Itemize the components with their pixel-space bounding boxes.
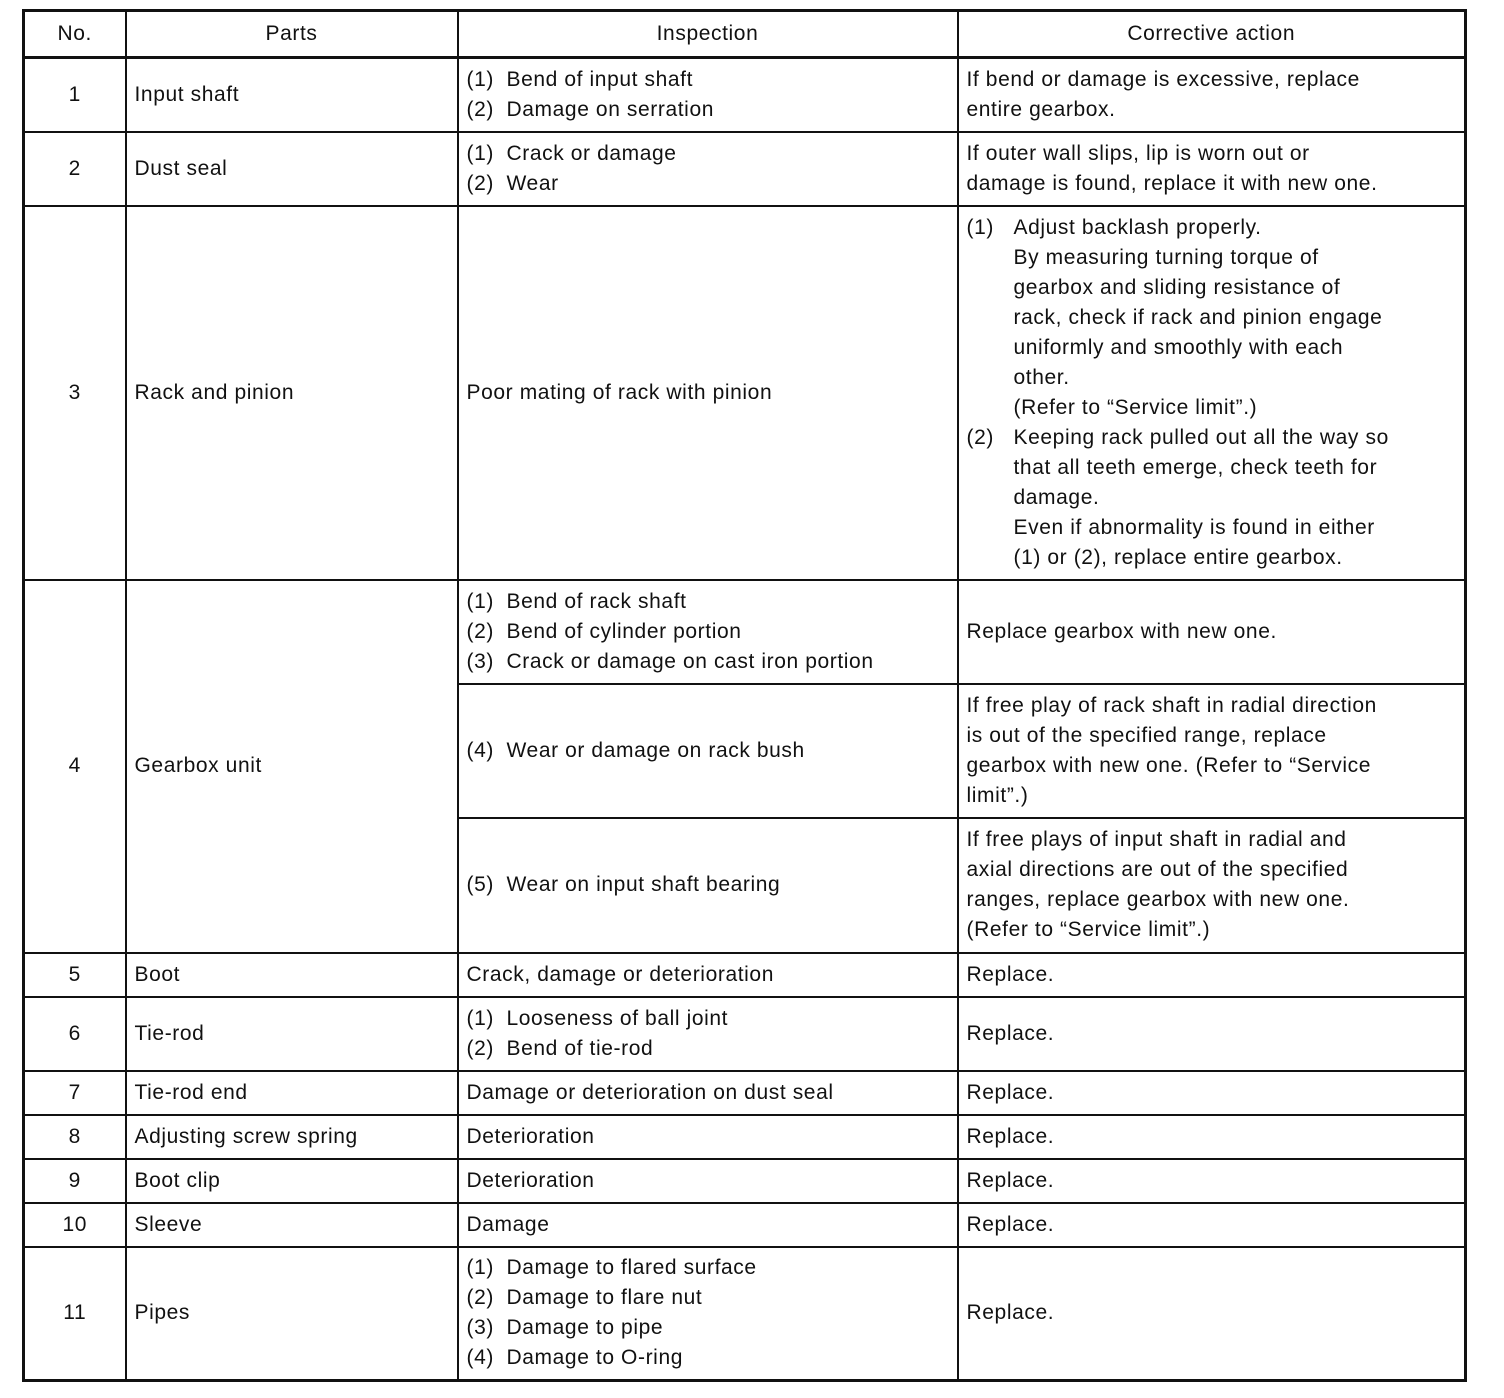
item-number: (2) xyxy=(466,619,494,643)
item-number: (2) xyxy=(466,171,494,195)
inspection-item xyxy=(467,1313,949,1343)
inspection-item xyxy=(467,169,949,199)
table-row xyxy=(24,132,1466,206)
action-cell xyxy=(958,58,1466,132)
part-name: Adjusting screw spring xyxy=(126,1115,458,1159)
action-line: Replace gearbox with new one. xyxy=(966,619,1277,643)
action-line: damage. xyxy=(1013,485,1100,509)
table-row xyxy=(24,1159,1466,1203)
item-text: Wear or damage on rack bush xyxy=(506,738,805,762)
action-line: If free plays of input shaft in radial and xyxy=(966,828,1347,851)
header-row xyxy=(24,11,1466,58)
table-row xyxy=(24,206,1466,580)
part-name: Tie-rod end xyxy=(126,1071,458,1115)
inspection-cell xyxy=(458,132,958,206)
inspection-item xyxy=(467,587,949,617)
inspection-cell: Damage xyxy=(458,1203,958,1247)
table-row xyxy=(24,997,1466,1071)
item-text: Bend of cylinder portion xyxy=(506,619,742,643)
table-row xyxy=(24,580,1466,684)
inspection-item xyxy=(467,65,949,95)
action-cell xyxy=(958,132,1466,206)
inspection-item xyxy=(467,1283,949,1313)
action-cell: Replace. xyxy=(958,1071,1466,1115)
inspection-cell: Crack, damage or deterioration xyxy=(458,953,958,997)
table-row xyxy=(24,58,1466,132)
action-line: damage is found, replace it with new one. xyxy=(966,171,1378,195)
item-text: Damage on serration xyxy=(506,97,715,121)
inspection-item xyxy=(467,139,949,169)
row-number: 2 xyxy=(24,132,126,206)
action-line: If free play of rack shaft in radial direction xyxy=(966,693,1377,717)
inspection-cell xyxy=(458,1247,958,1381)
part-name: Tie-rod xyxy=(126,997,458,1071)
row-number: 8 xyxy=(24,1115,126,1159)
inspection-cell xyxy=(458,58,958,132)
action-line: gearbox with new one. (Refer to “Service xyxy=(966,753,1372,777)
row-number: 6 xyxy=(24,997,126,1071)
item-number: (1) xyxy=(466,1256,494,1280)
item-number: (2) xyxy=(966,425,994,449)
inspection-item xyxy=(467,617,949,647)
table-body xyxy=(24,58,1466,1381)
inspection-item xyxy=(467,1004,949,1034)
inspection-item xyxy=(467,736,949,766)
inspection-cell xyxy=(458,684,958,818)
item-number: (4) xyxy=(466,1346,494,1370)
header-inspection: Inspection xyxy=(458,11,958,58)
action-line: Keeping rack pulled out all the way so xyxy=(1013,425,1389,449)
part-name: Pipes xyxy=(126,1247,458,1381)
action-item xyxy=(967,213,1457,423)
inspection-cell xyxy=(458,818,958,953)
table-row xyxy=(24,1247,1466,1381)
action-cell xyxy=(958,684,1466,818)
item-text: Bend of tie-rod xyxy=(506,1036,654,1060)
action-line: limit”.) xyxy=(966,783,1029,807)
item-number: (2) xyxy=(466,1036,494,1060)
action-cell xyxy=(958,580,1466,684)
inspection-item xyxy=(467,1253,949,1283)
inspection-item xyxy=(467,1343,949,1373)
inspection-item xyxy=(467,95,949,125)
row-number: 1 xyxy=(24,58,126,132)
action-line: gearbox and sliding resistance of xyxy=(1013,275,1341,299)
inspection-cell: Deterioration xyxy=(458,1115,958,1159)
inspection-cell: Damage or deterioration on dust seal xyxy=(458,1071,958,1115)
item-text xyxy=(1014,423,1457,573)
item-number: (2) xyxy=(466,97,494,121)
inspection-cell: Deterioration xyxy=(458,1159,958,1203)
item-text xyxy=(1014,213,1457,423)
action-line: By measuring turning torque of xyxy=(1013,245,1319,269)
item-number: (3) xyxy=(466,1316,494,1340)
header-parts: Parts xyxy=(126,11,458,58)
action-line: that all teeth emerge, check teeth for xyxy=(1013,455,1378,479)
item-number: (1) xyxy=(466,1006,494,1030)
table-row xyxy=(24,953,1466,997)
action-cell: Replace. xyxy=(958,997,1466,1071)
action-line: (Refer to “Service limit”.) xyxy=(966,918,1211,941)
item-text: Damage to pipe xyxy=(506,1316,664,1340)
action-cell: Replace. xyxy=(958,1203,1466,1247)
action-line: other. xyxy=(1013,365,1070,389)
item-number: (4) xyxy=(466,738,494,762)
action-cell: Replace. xyxy=(958,1247,1466,1381)
part-name: Sleeve xyxy=(126,1203,458,1247)
action-item xyxy=(967,423,1457,573)
action-line: uniformly and smoothly with each xyxy=(1013,335,1344,359)
table-row xyxy=(24,1071,1466,1115)
action-cell: Replace. xyxy=(958,953,1466,997)
action-line: entire gearbox. xyxy=(966,97,1116,121)
row-number: 10 xyxy=(24,1203,126,1247)
action-line: ranges, replace gearbox with new one. xyxy=(966,888,1350,911)
inspection-item xyxy=(467,1034,949,1064)
part-name: Gearbox unit xyxy=(126,580,458,953)
item-number: (1) xyxy=(466,589,494,613)
item-text: Crack or damage on cast iron portion xyxy=(506,649,874,673)
action-line: Adjust backlash properly. xyxy=(1013,215,1262,239)
part-name: Boot xyxy=(126,953,458,997)
action-line: is out of the specified range, replace xyxy=(966,723,1327,747)
inspection-cell xyxy=(458,580,958,684)
part-name: Boot clip xyxy=(126,1159,458,1203)
item-text: Bend of input shaft xyxy=(506,67,694,91)
inspection-table xyxy=(22,9,1467,1382)
part-name: Dust seal xyxy=(126,132,458,206)
table-row xyxy=(24,1115,1466,1159)
action-line: (1) or (2), replace entire gearbox. xyxy=(1013,545,1343,569)
row-number: 3 xyxy=(24,206,126,580)
inspection-cell xyxy=(458,997,958,1071)
header-no: No. xyxy=(24,11,126,58)
action-cell: Replace. xyxy=(958,1159,1466,1203)
item-number: (2) xyxy=(466,1286,494,1310)
inspection-cell: Poor mating of rack with pinion xyxy=(458,206,958,580)
row-number: 5 xyxy=(24,953,126,997)
item-text: Damage to flared surface xyxy=(506,1256,757,1280)
part-name: Input shaft xyxy=(126,58,458,132)
row-number: 9 xyxy=(24,1159,126,1203)
row-number: 11 xyxy=(24,1247,126,1381)
item-number: (1) xyxy=(466,141,494,165)
row-number: 4 xyxy=(24,580,126,953)
action-line: Even if abnormality is found in either xyxy=(1013,515,1375,539)
inspection-item xyxy=(467,870,949,900)
item-text: Wear on input shaft bearing xyxy=(506,873,781,896)
item-text: Looseness of ball joint xyxy=(506,1006,729,1030)
action-cell xyxy=(958,818,1466,953)
action-line: axial directions are out of the specified xyxy=(966,858,1349,881)
item-number: (1) xyxy=(966,215,994,239)
part-name: Rack and pinion xyxy=(126,206,458,580)
header-corrective-action: Corrective action xyxy=(958,11,1466,58)
table-row xyxy=(24,1203,1466,1247)
item-number: (1) xyxy=(466,67,494,91)
action-cell: Replace. xyxy=(958,1115,1466,1159)
item-text: Damage to flare nut xyxy=(506,1286,703,1310)
action-line: If bend or damage is excessive, replace xyxy=(966,67,1360,91)
item-number: (3) xyxy=(466,649,494,673)
item-text: Damage to O-ring xyxy=(506,1346,684,1370)
item-text: Crack or damage xyxy=(506,141,677,165)
inspection-item xyxy=(467,647,949,677)
item-text: Wear xyxy=(506,171,559,195)
action-line: rack, check if rack and pinion engage xyxy=(1013,305,1383,329)
item-number: (5) xyxy=(466,873,494,896)
item-text: Bend of rack shaft xyxy=(506,589,687,613)
action-line: (Refer to “Service limit”.) xyxy=(1013,395,1258,419)
table-header xyxy=(24,11,1466,58)
action-cell xyxy=(958,206,1466,580)
row-number: 7 xyxy=(24,1071,126,1115)
action-line: If outer wall slips, lip is worn out or xyxy=(966,141,1310,165)
